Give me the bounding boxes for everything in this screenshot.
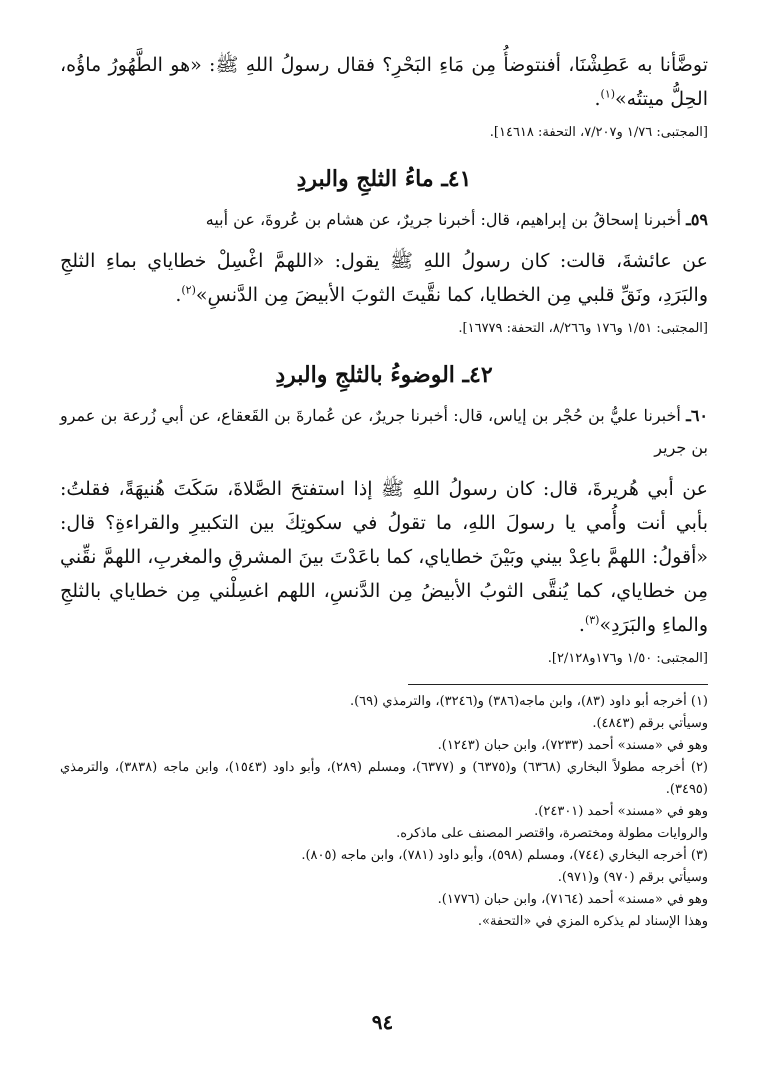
footnote-line: وهو في «مسند» أحمد (٧٢٣٣)، وابن حبان (١٢٤٣). — [437, 738, 708, 753]
hadith-number-59: ٥٩ـ — [686, 210, 708, 229]
hadith-text-60: عن أبي هُريرةَ، قال: كان رسولُ اللهِ ﷺ إذا استفتحَ الصَّلاةَ، سَكَتَ هُنيهَةً، فقلتُ: بأبي أنت وأُمي يا رسولَ اللهِ، ما تقولُ في سكوتِكَ بين التكبيرِ والقراءةِ؟ قال: «أقولُ: اللهمَّ باعِدْ بيني وبَيْنَ خطاياي، كما باعَدْتَ بينَ المشرقِ والمغربِ، اللهمَّ نقِّني مِن خطاياي، كما يُنقَّى الثوبُ الأبيضُ مِن الدَّنسِ، اللهم اغسِلْني مِن خطاياي بالثلجِ والماءِ والبَرَدِ»$^{(٣)}$. — [59, 478, 708, 636]
footnote-line: وسيأتي برقم (٩٧٠) و(٩٧١). — [557, 870, 708, 885]
footnote-line: (٢) أخرجه مطولاً البخاري (٦٣٦٨) و(٦٣٧٥) و (٦٣٧٧)، ومسلم (٢٨٩)، وأبو داود (١٥٤٣)، وابن ماجه (٣٨٣٨)، والترمذي (٣٤٩٥). — [60, 760, 708, 797]
footnote-line: وهذا الإسناد لم يذكره المزي في «التحفة». — [477, 914, 708, 929]
footnote-line: وهو في «مسند» أحمد (٢٤٣٠١). — [534, 804, 708, 819]
hadith-text-59: عن عائشةَ، قالت: كان رسولُ اللهِ ﷺ يقول: «اللهمَّ اغْسِلْ خطاياي بماءِ الثلجِ والبَرَدِ، ونَقِّ قلبي مِن الخطايا، كما نقَّيتَ الثوبَ الأبيضَ مِن الدَّنسِ»$^{(٢)}$. — [60, 250, 708, 306]
page-body — [60, 48, 708, 933]
continuation-paragraph: توضَّأنا به عَطِشْنَا، أفنتوضأُ مِن مَاءِ البَحْرِ؟ فقال رسولُ اللهِ ﷺ: «هو الطَّهُورُ ماؤُه، الحِلُّ ميتتُه»$^{(١)}$. — [60, 54, 708, 110]
footnote-ref-2: (٢) — [181, 283, 196, 297]
footnote-line: وسيأتي برقم (٤٨٤٣). — [592, 716, 708, 731]
isnad-chain-59: ٥٩ـ أخبرنا إسحاقُ بن إبراهيم، قال: أخبرنا جريرٌ، عن هشام بن عُروةَ، عن أبيه — [205, 210, 708, 229]
footnote-line: وهو في «مسند» أحمد (٧١٦٤)، وابن حبان (١٧٧٦). — [437, 892, 708, 907]
footnotes — [60, 691, 708, 933]
footnote-line: (٣) أخرجه البخاري (٧٤٤)، ومسلم (٥٩٨)، وأبو داود (٧٨١)، وابن ماجه (٨٠٥). — [301, 848, 708, 863]
source-reference: [المجتبى: ١/٥٠ و١٧٦و٢/١٢٨]. — [547, 651, 708, 666]
chapter-heading-42: ٤٢ـ الوضوءُ بالثلجِ والبردِ — [275, 362, 493, 388]
hadith-number-60: ٦٠ـ — [686, 406, 708, 425]
footnote-divider — [408, 684, 708, 685]
footnote-line: (١) أخرجه أبو داود (٨٣)، وابن ماجه(٣٨٦) و(٣٢٤٦)، والترمذي (٦٩). — [349, 694, 708, 709]
source-reference: [المجتبى: ١/٧٦ و٧/٢٠٧، التحفة: ١٤٦١٨]. — [489, 125, 708, 140]
source-reference: [المجتبى: ١/٥١ و١٧٦ و٨/٢٦٦، التحفة: ١٦٧٧٩]. — [458, 321, 708, 336]
footnote-ref-3: (٣) — [584, 613, 600, 627]
footnote-ref-1: (١) — [600, 87, 616, 101]
page-number: ٩٤ — [371, 1010, 394, 1034]
chapter-heading-41: ٤١ـ ماءُ الثلجِ والبردِ — [296, 166, 472, 192]
isnad-chain-60: ٦٠ـ أخبرنا عليُّ بن حُجْر بن إياس، قال: أخبرنا جريرٌ، عن عُمارةَ بن القَعقاع، عن أبي زُرعة بن عمرو بن جرير — [60, 406, 708, 457]
footnote-line: والروايات مطولة ومختصرة، واقتصر المصنف على ماذكره. — [396, 826, 708, 841]
